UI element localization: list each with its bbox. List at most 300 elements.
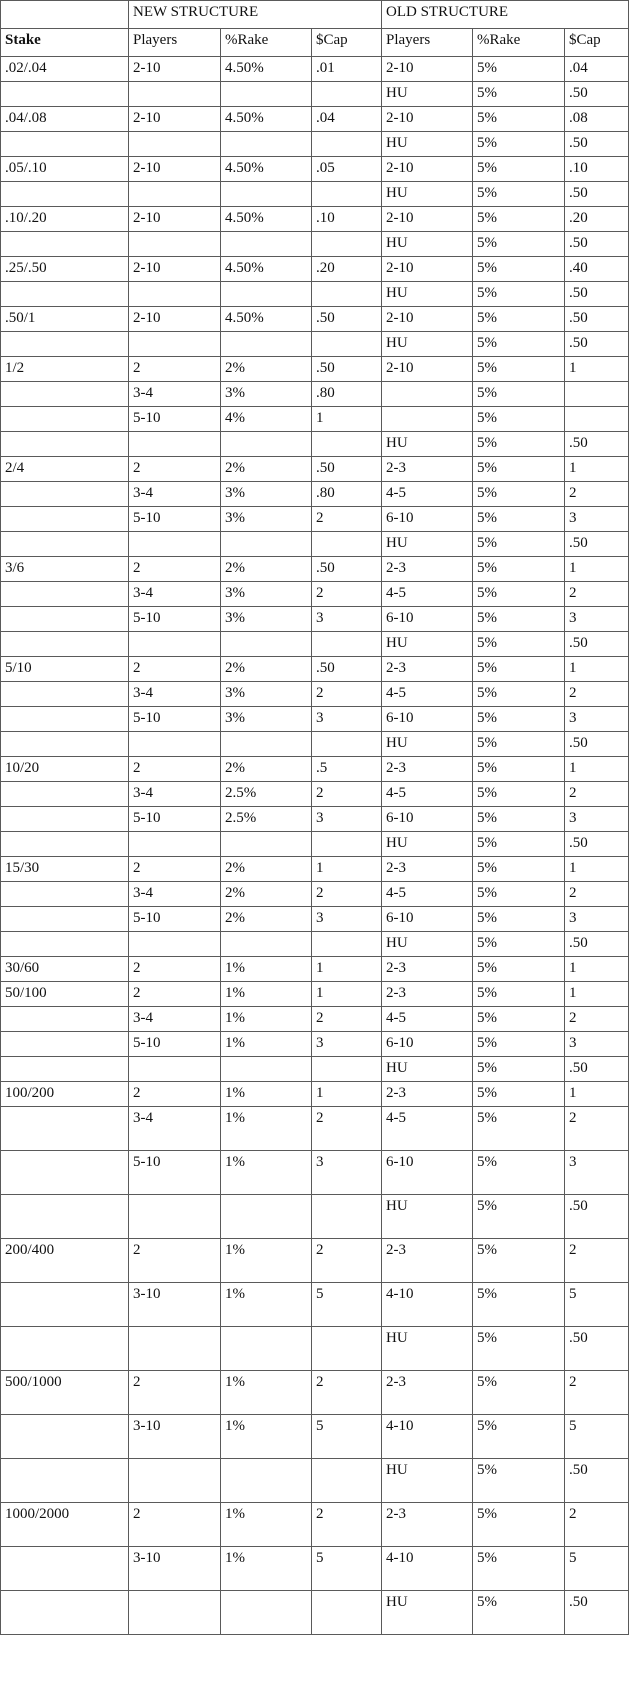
cell-old-players: 4-10	[382, 1415, 473, 1459]
table-row	[1, 132, 629, 157]
cell-new-cap: .50	[312, 457, 382, 482]
cell-stake	[1, 382, 129, 407]
cell-old-cap: .50	[565, 332, 629, 357]
cell-old-cap: 1	[565, 557, 629, 582]
cell-new-rake: 3%	[221, 507, 312, 532]
cell-stake	[1, 932, 129, 957]
cell-stake	[1, 1283, 129, 1327]
cell-old-cap: .40	[565, 257, 629, 282]
cell-old-cap: 1	[565, 457, 629, 482]
cell-old-rake: 5%	[473, 282, 565, 307]
cell-old-players: 4-5	[382, 782, 473, 807]
cell-old-players: 2-3	[382, 757, 473, 782]
cell-stake	[1, 832, 129, 857]
column-header-row	[1, 29, 629, 57]
cell-old-cap: .50	[565, 1591, 629, 1635]
cell-new-cap: 1	[312, 857, 382, 882]
cell-old-cap: 1	[565, 1082, 629, 1107]
table-row	[1, 857, 629, 882]
cell-new-rake: 4%	[221, 407, 312, 432]
cell-old-rake: 5%	[473, 707, 565, 732]
cell-new-players: 5-10	[129, 707, 221, 732]
table-row	[1, 1107, 629, 1151]
cell-new-rake	[221, 532, 312, 557]
cell-old-cap: 2	[565, 1239, 629, 1283]
cell-new-rake: 1%	[221, 1547, 312, 1591]
table-row	[1, 1547, 629, 1591]
cell-stake	[1, 682, 129, 707]
cell-new-players	[129, 732, 221, 757]
cell-new-cap	[312, 82, 382, 107]
cell-new-cap	[312, 532, 382, 557]
cell-new-rake	[221, 1195, 312, 1239]
cell-old-cap: .50	[565, 1057, 629, 1082]
cell-stake	[1, 232, 129, 257]
cell-old-rake: 5%	[473, 1151, 565, 1195]
cell-old-cap: .04	[565, 57, 629, 82]
cell-old-cap: .10	[565, 157, 629, 182]
cell-new-players	[129, 1327, 221, 1371]
cell-stake: .05/.10	[1, 157, 129, 182]
cell-old-players: 6-10	[382, 807, 473, 832]
cell-stake	[1, 1195, 129, 1239]
cell-new-players	[129, 1459, 221, 1503]
cell-old-rake: 5%	[473, 182, 565, 207]
cell-old-players: 6-10	[382, 607, 473, 632]
table-row	[1, 257, 629, 282]
cell-old-cap: 3	[565, 607, 629, 632]
column-header-old-rake: %Rake	[473, 29, 565, 57]
cell-old-cap: .50	[565, 432, 629, 457]
new-structure-heading: NEW STRUCTURE	[129, 1, 382, 29]
table-row	[1, 1195, 629, 1239]
cell-new-rake: 2.5%	[221, 807, 312, 832]
cell-new-rake: 3%	[221, 482, 312, 507]
cell-new-cap: 2	[312, 507, 382, 532]
table-row	[1, 57, 629, 82]
cell-new-rake	[221, 182, 312, 207]
cell-old-cap: .50	[565, 832, 629, 857]
cell-new-cap: .5	[312, 757, 382, 782]
cell-new-cap: .80	[312, 482, 382, 507]
cell-new-cap	[312, 232, 382, 257]
cell-stake	[1, 482, 129, 507]
cell-new-rake	[221, 1327, 312, 1371]
cell-old-rake: 5%	[473, 982, 565, 1007]
cell-new-cap: 2	[312, 582, 382, 607]
table-row	[1, 707, 629, 732]
cell-new-players: 3-10	[129, 1415, 221, 1459]
cell-old-cap: .50	[565, 632, 629, 657]
cell-new-players: 5-10	[129, 407, 221, 432]
cell-stake	[1, 407, 129, 432]
cell-new-cap: 3	[312, 1151, 382, 1195]
cell-new-players	[129, 1195, 221, 1239]
cell-old-rake: 5%	[473, 482, 565, 507]
cell-new-cap: .04	[312, 107, 382, 132]
cell-old-rake: 5%	[473, 232, 565, 257]
cell-old-rake: 5%	[473, 1082, 565, 1107]
table-row	[1, 1591, 629, 1635]
cell-new-players: 3-4	[129, 782, 221, 807]
cell-stake	[1, 1057, 129, 1082]
cell-new-rake: 2%	[221, 857, 312, 882]
cell-new-cap	[312, 1195, 382, 1239]
table-row	[1, 732, 629, 757]
table-row	[1, 1082, 629, 1107]
cell-old-cap: 1	[565, 357, 629, 382]
cell-new-players: 2-10	[129, 257, 221, 282]
cell-old-players: 2-3	[382, 857, 473, 882]
cell-old-cap: 1	[565, 957, 629, 982]
table-row	[1, 282, 629, 307]
cell-old-rake: 5%	[473, 107, 565, 132]
cell-old-rake: 5%	[473, 932, 565, 957]
cell-old-cap: .50	[565, 82, 629, 107]
cell-old-players: 2-3	[382, 1503, 473, 1547]
cell-new-players	[129, 632, 221, 657]
cell-new-players	[129, 432, 221, 457]
cell-old-rake: 5%	[473, 857, 565, 882]
table-row	[1, 907, 629, 932]
cell-new-players: 5-10	[129, 507, 221, 532]
cell-old-rake: 5%	[473, 82, 565, 107]
table-row	[1, 582, 629, 607]
cell-new-players	[129, 832, 221, 857]
cell-old-cap: 1	[565, 757, 629, 782]
cell-stake	[1, 582, 129, 607]
cell-new-rake: 4.50%	[221, 257, 312, 282]
cell-new-rake: 1%	[221, 957, 312, 982]
cell-new-players: 3-4	[129, 882, 221, 907]
cell-old-rake: 5%	[473, 157, 565, 182]
cell-new-players: 2	[129, 1082, 221, 1107]
cell-new-cap: 2	[312, 1007, 382, 1032]
cell-new-cap: 3	[312, 907, 382, 932]
cell-new-rake: 1%	[221, 982, 312, 1007]
cell-new-cap: 1	[312, 982, 382, 1007]
cell-stake	[1, 282, 129, 307]
cell-old-rake: 5%	[473, 407, 565, 432]
cell-new-rake	[221, 932, 312, 957]
cell-stake	[1, 1547, 129, 1591]
cell-old-players: 4-5	[382, 682, 473, 707]
cell-old-rake: 5%	[473, 1107, 565, 1151]
table-row	[1, 957, 629, 982]
table-row	[1, 1327, 629, 1371]
table-row	[1, 807, 629, 832]
table-row	[1, 657, 629, 682]
table-row	[1, 982, 629, 1007]
cell-new-rake: 4.50%	[221, 157, 312, 182]
cell-old-rake: 5%	[473, 1459, 565, 1503]
cell-new-rake: 1%	[221, 1283, 312, 1327]
cell-new-rake: 4.50%	[221, 107, 312, 132]
cell-new-rake: 3%	[221, 382, 312, 407]
cell-new-rake	[221, 432, 312, 457]
cell-old-players: HU	[382, 732, 473, 757]
cell-stake	[1, 807, 129, 832]
cell-old-rake: 5%	[473, 657, 565, 682]
table-row	[1, 1415, 629, 1459]
cell-old-cap: 3	[565, 1151, 629, 1195]
cell-old-cap	[565, 407, 629, 432]
cell-new-cap: .20	[312, 257, 382, 282]
table-row	[1, 1032, 629, 1057]
cell-stake	[1, 1007, 129, 1032]
cell-old-players: HU	[382, 132, 473, 157]
cell-old-players: 2-10	[382, 207, 473, 232]
cell-old-cap: .50	[565, 182, 629, 207]
cell-old-cap: 1	[565, 982, 629, 1007]
table-row	[1, 882, 629, 907]
cell-new-cap: 2	[312, 882, 382, 907]
cell-stake	[1, 1107, 129, 1151]
cell-old-rake: 5%	[473, 1327, 565, 1371]
cell-stake: 1000/2000	[1, 1503, 129, 1547]
cell-old-players: 6-10	[382, 507, 473, 532]
cell-old-cap: 3	[565, 507, 629, 532]
cell-new-cap: 2	[312, 1107, 382, 1151]
cell-new-rake	[221, 1057, 312, 1082]
cell-stake: 50/100	[1, 982, 129, 1007]
table-row	[1, 632, 629, 657]
cell-new-cap	[312, 632, 382, 657]
cell-old-rake: 5%	[473, 357, 565, 382]
cell-old-players: 2-3	[382, 1239, 473, 1283]
cell-new-rake: 1%	[221, 1371, 312, 1415]
cell-new-rake: 1%	[221, 1415, 312, 1459]
cell-new-rake: 2%	[221, 457, 312, 482]
cell-new-players: 5-10	[129, 1151, 221, 1195]
cell-old-cap: 3	[565, 907, 629, 932]
cell-new-rake	[221, 832, 312, 857]
cell-new-players: 2	[129, 1503, 221, 1547]
cell-old-players: 6-10	[382, 907, 473, 932]
cell-old-cap: 2	[565, 682, 629, 707]
cell-new-rake	[221, 282, 312, 307]
cell-old-rake: 5%	[473, 1547, 565, 1591]
cell-new-players: 2	[129, 457, 221, 482]
cell-new-cap	[312, 832, 382, 857]
cell-old-players: HU	[382, 332, 473, 357]
cell-new-cap	[312, 332, 382, 357]
cell-old-cap: .50	[565, 307, 629, 332]
cell-old-rake: 5%	[473, 1371, 565, 1415]
cell-new-players	[129, 182, 221, 207]
cell-old-players: 2-3	[382, 457, 473, 482]
cell-new-rake: 2%	[221, 882, 312, 907]
cell-stake	[1, 332, 129, 357]
cell-new-rake: 1%	[221, 1032, 312, 1057]
table-row	[1, 407, 629, 432]
cell-new-players: 3-10	[129, 1547, 221, 1591]
old-structure-heading: OLD STRUCTURE	[382, 1, 629, 29]
cell-new-cap: .10	[312, 207, 382, 232]
cell-new-cap: 3	[312, 607, 382, 632]
cell-new-cap: 2	[312, 1239, 382, 1283]
cell-new-players: 2	[129, 357, 221, 382]
cell-new-players	[129, 82, 221, 107]
cell-new-rake: 1%	[221, 1007, 312, 1032]
cell-stake	[1, 182, 129, 207]
cell-new-players	[129, 932, 221, 957]
cell-new-cap	[312, 432, 382, 457]
cell-new-players	[129, 1057, 221, 1082]
cell-new-cap: .01	[312, 57, 382, 82]
cell-old-cap: .50	[565, 232, 629, 257]
cell-stake: 10/20	[1, 757, 129, 782]
table-row	[1, 107, 629, 132]
cell-stake: .02/.04	[1, 57, 129, 82]
table-row	[1, 507, 629, 532]
cell-new-rake: 3%	[221, 682, 312, 707]
cell-new-cap: 3	[312, 807, 382, 832]
cell-stake: 2/4	[1, 457, 129, 482]
cell-new-rake: 3%	[221, 582, 312, 607]
cell-new-players	[129, 282, 221, 307]
cell-new-rake: 2.5%	[221, 782, 312, 807]
cell-old-players: 2-10	[382, 107, 473, 132]
cell-stake	[1, 707, 129, 732]
cell-old-players: 2-3	[382, 1371, 473, 1415]
cell-old-cap: 5	[565, 1283, 629, 1327]
column-header-old-players: Players	[382, 29, 473, 57]
cell-new-players: 3-4	[129, 382, 221, 407]
cell-new-cap: 2	[312, 1371, 382, 1415]
cell-old-rake: 5%	[473, 632, 565, 657]
cell-new-rake: 4.50%	[221, 57, 312, 82]
cell-stake	[1, 132, 129, 157]
cell-old-players: 2-10	[382, 257, 473, 282]
cell-new-cap	[312, 1591, 382, 1635]
cell-stake	[1, 507, 129, 532]
cell-new-rake	[221, 332, 312, 357]
cell-new-players: 2-10	[129, 107, 221, 132]
cell-new-players: 2-10	[129, 307, 221, 332]
cell-old-cap: 2	[565, 582, 629, 607]
cell-new-rake: 4.50%	[221, 307, 312, 332]
cell-stake: 5/10	[1, 657, 129, 682]
cell-old-rake: 5%	[473, 307, 565, 332]
cell-stake	[1, 1459, 129, 1503]
cell-new-players: 3-4	[129, 482, 221, 507]
cell-old-rake: 5%	[473, 132, 565, 157]
cell-new-players	[129, 132, 221, 157]
cell-new-cap	[312, 132, 382, 157]
cell-new-players: 5-10	[129, 807, 221, 832]
table-row	[1, 432, 629, 457]
cell-old-rake: 5%	[473, 1415, 565, 1459]
cell-new-players: 2-10	[129, 207, 221, 232]
cell-new-cap	[312, 182, 382, 207]
cell-stake	[1, 1327, 129, 1371]
cell-new-rake	[221, 132, 312, 157]
table-row	[1, 782, 629, 807]
cell-old-rake: 5%	[473, 1057, 565, 1082]
cell-old-players: 4-5	[382, 882, 473, 907]
cell-old-rake: 5%	[473, 757, 565, 782]
cell-stake: .50/1	[1, 307, 129, 332]
cell-old-players	[382, 382, 473, 407]
cell-new-players	[129, 332, 221, 357]
cell-old-players: 2-3	[382, 557, 473, 582]
cell-old-players: HU	[382, 832, 473, 857]
cell-old-rake: 5%	[473, 507, 565, 532]
cell-new-players: 2	[129, 657, 221, 682]
cell-old-cap: 2	[565, 1007, 629, 1032]
cell-old-cap: .50	[565, 1459, 629, 1503]
cell-old-rake: 5%	[473, 682, 565, 707]
cell-old-players: HU	[382, 1195, 473, 1239]
cell-old-rake: 5%	[473, 57, 565, 82]
cell-new-cap	[312, 732, 382, 757]
cell-stake	[1, 82, 129, 107]
cell-new-cap: 1	[312, 1082, 382, 1107]
cell-old-cap: 2	[565, 782, 629, 807]
cell-new-cap: 5	[312, 1415, 382, 1459]
cell-new-rake: 2%	[221, 657, 312, 682]
cell-old-cap: .50	[565, 282, 629, 307]
cell-stake: .10/.20	[1, 207, 129, 232]
cell-new-players	[129, 1591, 221, 1635]
table-row	[1, 1503, 629, 1547]
cell-old-rake: 5%	[473, 332, 565, 357]
cell-old-players: 4-5	[382, 582, 473, 607]
cell-stake	[1, 432, 129, 457]
table-body	[1, 57, 629, 1635]
cell-new-rake: 3%	[221, 707, 312, 732]
cell-old-cap: .50	[565, 532, 629, 557]
cell-old-players: HU	[382, 1057, 473, 1082]
cell-old-cap: .50	[565, 132, 629, 157]
cell-stake: 200/400	[1, 1239, 129, 1283]
table-row	[1, 82, 629, 107]
table-row	[1, 557, 629, 582]
cell-new-rake: 1%	[221, 1151, 312, 1195]
cell-old-rake: 5%	[473, 807, 565, 832]
cell-stake: 3/6	[1, 557, 129, 582]
cell-new-players: 2-10	[129, 157, 221, 182]
cell-stake: 1/2	[1, 357, 129, 382]
cell-stake	[1, 732, 129, 757]
cell-new-rake	[221, 82, 312, 107]
cell-old-rake: 5%	[473, 432, 565, 457]
column-header-new-players: Players	[129, 29, 221, 57]
cell-stake	[1, 1151, 129, 1195]
cell-new-cap	[312, 1057, 382, 1082]
cell-old-cap: 1	[565, 857, 629, 882]
cell-old-rake: 5%	[473, 532, 565, 557]
cell-old-cap: 5	[565, 1547, 629, 1591]
table-row	[1, 457, 629, 482]
cell-stake	[1, 1032, 129, 1057]
cell-old-players: 6-10	[382, 707, 473, 732]
cell-new-players	[129, 232, 221, 257]
cell-stake: .25/.50	[1, 257, 129, 282]
cell-old-cap: 3	[565, 807, 629, 832]
cell-old-cap: 2	[565, 1503, 629, 1547]
cell-stake: .04/.08	[1, 107, 129, 132]
cell-new-cap	[312, 1327, 382, 1371]
cell-new-cap: 1	[312, 957, 382, 982]
cell-old-cap: 5	[565, 1415, 629, 1459]
cell-new-cap: 2	[312, 682, 382, 707]
cell-old-cap: .50	[565, 732, 629, 757]
cell-new-players: 3-10	[129, 1283, 221, 1327]
cell-old-cap: 3	[565, 1032, 629, 1057]
table-row	[1, 932, 629, 957]
